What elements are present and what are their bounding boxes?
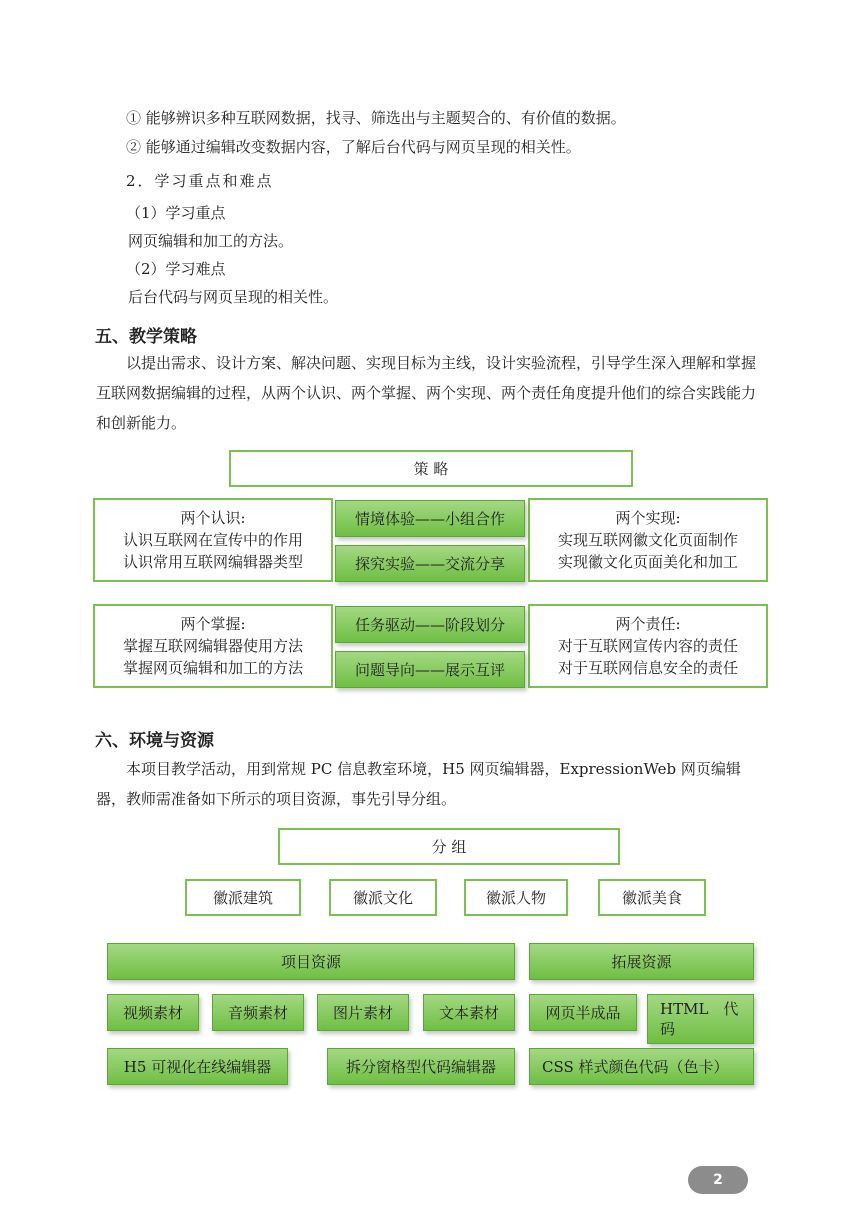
section-5-heading: 五、教学策略	[95, 327, 197, 347]
realize-box	[528, 498, 768, 582]
method-box-1: 情境体验——小组合作	[335, 500, 525, 537]
extend-resources-header: 拓展资源	[529, 943, 754, 980]
group-culture: 徽派文化	[352, 888, 413, 907]
realize-line-2: 实现徽文化页面美化和加工	[557, 553, 738, 571]
recognize-box	[93, 498, 333, 582]
project-resources-header: 项目资源	[107, 943, 515, 980]
duty-line-1: 对于互联网宣传内容的责任	[557, 637, 738, 655]
resource-html-code	[647, 994, 754, 1044]
group-box-architecture	[185, 879, 301, 916]
group-people: 徽派人物	[485, 888, 546, 907]
goal-1: ① 能够辨识多种互联网数据，找寻、筛选出与主题契合的、有价值的数据。	[126, 109, 626, 127]
group-architecture: 徽派建筑	[212, 888, 273, 907]
section-6-paragraph: 本项目教学活动，用到常规 PC 信息教室环境，H5 网页编辑器，ExpressionWeb 网页编辑器，教师需准备如下所示的项目资源，事先引导分组。	[96, 760, 741, 808]
section-5-paragraph: 以提出需求、设计方案、解决问题、实现目标为主线，设计实验流程，引导学生深入理解和掌握互联网数据编辑的过程，从两个认识、两个掌握、两个实现、两个责任角度提升他们的综合实践能力和创新能力。	[96, 354, 757, 432]
duty-box	[528, 604, 768, 688]
method-box-4: 问题导向——展示互评	[335, 651, 525, 688]
master-line-2: 掌握网页编辑和加工的方法	[122, 659, 303, 677]
resource-image: 图片素材	[317, 994, 409, 1031]
resource-text: 文本素材	[423, 994, 515, 1031]
group-food: 徽派美食	[621, 888, 682, 907]
tool-h5-editor: H5 可视化在线编辑器	[107, 1048, 288, 1085]
master-box	[93, 604, 333, 688]
master-title: 两个掌握:	[180, 615, 246, 633]
duty-title: 两个责任:	[615, 615, 681, 633]
section-6-heading: 六、环境与资源	[95, 731, 214, 751]
method-box-2: 探究实验——交流分享	[335, 545, 525, 582]
resource-audio: 音频素材	[212, 994, 304, 1031]
recognize-title: 两个认识:	[180, 509, 246, 527]
html-code-line-2: 码	[660, 1020, 676, 1038]
recognize-line-2: 认识常用互联网编辑器类型	[122, 553, 303, 571]
group-title: 分 组	[431, 837, 467, 856]
realize-line-1: 实现互联网徽文化页面制作	[557, 531, 738, 549]
strategy-title: 策 略	[413, 459, 449, 478]
group-box-people	[464, 879, 568, 916]
group-title-box	[278, 828, 620, 865]
method-box-3: 任务驱动——阶段划分	[335, 606, 525, 643]
group-box-culture	[329, 879, 437, 916]
page-number: 2	[688, 1166, 748, 1194]
tool-split-editor: 拆分窗格型代码编辑器	[327, 1048, 515, 1085]
difficult-point-text: 后台代码与网页呈现的相关性。	[128, 288, 339, 306]
focus-title: 2．学习重点和难点	[126, 172, 274, 190]
realize-title: 两个实现:	[615, 509, 681, 527]
resource-half-page: 网页半成品	[529, 994, 637, 1031]
resource-video: 视频素材	[107, 994, 199, 1031]
duty-line-2: 对于互联网信息安全的责任	[557, 659, 738, 677]
group-box-food	[598, 879, 706, 916]
key-point-label: （1）学习重点	[126, 204, 226, 222]
goal-2: ② 能够通过编辑改变数据内容，了解后台代码与网页呈现的相关性。	[126, 138, 581, 156]
strategy-title-box	[229, 450, 633, 487]
html-code-line-1: HTML 代	[660, 1000, 739, 1018]
difficult-point-label: （2）学习难点	[126, 260, 226, 278]
master-line-1: 掌握互联网编辑器使用方法	[122, 637, 303, 655]
resource-css-palette: CSS 样式颜色代码（色卡）	[529, 1048, 754, 1085]
recognize-line-1: 认识互联网在宣传中的作用	[122, 531, 303, 549]
key-point-text: 网页编辑和加工的方法。	[128, 232, 294, 250]
